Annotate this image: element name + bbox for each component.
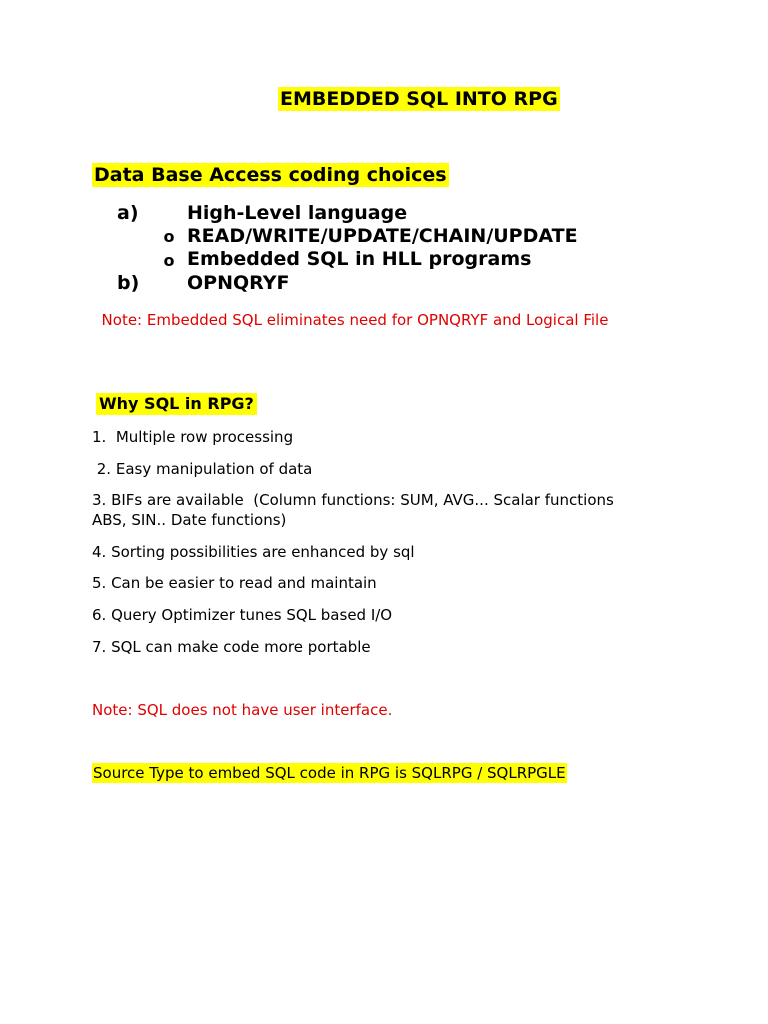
source-type-statement: Source Type to embed SQL code in RPG is SQLRPG / SQLRPGLE <box>93 764 566 782</box>
why-heading: Why SQL in RPG? <box>96 393 257 415</box>
choice-text-embedded-sql: Embedded SQL in HLL programs <box>187 248 532 270</box>
reason-item: 6. Query Optimizer tunes SQL based I/O <box>92 606 393 624</box>
reason-item: 3. BIFs are available (Column functions: SUM, AVG... Scalar functions ABS, SIN.. Date functions) <box>92 491 619 529</box>
page-title: EMBEDDED SQL INTO RPG <box>280 88 558 110</box>
reason-item: 2. Easy manipulation of data <box>92 460 313 478</box>
choice-text-read-write: READ/WRITE/UPDATE/CHAIN/UPDATE <box>187 225 578 247</box>
circle-bullet-icon: o <box>163 227 175 246</box>
note-opnqryf: Note: Embedded SQL eliminates need for OPNQRYF and Logical File <box>92 311 609 329</box>
note-user-interface: Note: SQL does not have user interface. <box>92 701 393 719</box>
choice-marker-a: a) <box>117 202 139 224</box>
reason-item: 4. Sorting possibilities are enhanced by sql <box>92 543 415 561</box>
section-heading: Data Base Access coding choices <box>94 164 447 186</box>
choice-text-hll: High-Level language <box>187 202 408 224</box>
reason-item: 1. Multiple row processing <box>92 428 294 446</box>
reason-item: 7. SQL can make code more portable <box>92 638 371 656</box>
circle-bullet-icon: o <box>163 251 175 270</box>
choice-marker-b: b) <box>117 272 140 294</box>
choice-text-opnqryf: OPNQRYF <box>187 272 290 294</box>
reason-item: 5. Can be easier to read and maintain <box>92 574 377 592</box>
